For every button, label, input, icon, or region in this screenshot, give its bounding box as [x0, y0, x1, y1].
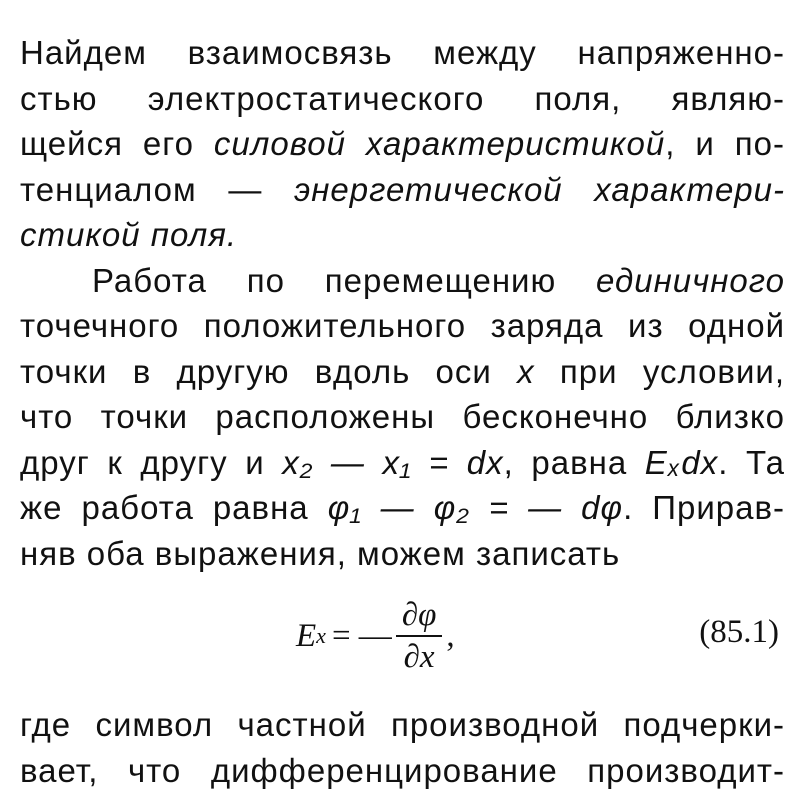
- equation-lhs: E: [296, 617, 317, 654]
- inline-equation: Eₓdx: [644, 443, 719, 481]
- text-line: что точки расположены бесконечно близко: [20, 398, 785, 435]
- equation-lhs-subscript: x: [316, 623, 326, 648]
- text-line: Работа по перемещению единичного: [92, 261, 785, 299]
- equation-body: [296, 590, 455, 682]
- text-line: друг к другу и x₂ — x₁ = dx, равна Eₓdx. Та: [20, 443, 785, 481]
- text-line: щейся его силовой характеристикой, и по-: [20, 125, 785, 162]
- paragraph-3: [20, 702, 785, 793]
- fraction-denominator: ∂x: [403, 639, 435, 675]
- equation-fraction: [396, 595, 443, 677]
- paragraph-2: [20, 258, 785, 577]
- equation-sign: = —: [331, 617, 392, 654]
- text-line: тенциалом — энергетической характери-: [20, 170, 785, 208]
- text-line: [20, 212, 785, 258]
- equation-number: (85.1): [699, 614, 779, 650]
- inline-equation: x₂ — x₁ = dx: [282, 443, 504, 481]
- text-line: точки в другую вдоль оси x при условии,: [20, 352, 785, 390]
- equation-comma: ,: [446, 617, 455, 654]
- emphasis: единичного: [596, 261, 785, 299]
- text-line: где символ частной производной подчерки-: [20, 706, 785, 743]
- inline-equation: φ₁ — φ₂ = — dφ: [327, 489, 624, 526]
- paragraph-1: [20, 30, 785, 258]
- emphasis: стикой поля.: [20, 216, 237, 253]
- text-line: стью электростатического поля, являю-: [20, 79, 785, 117]
- fraction-numerator: ∂φ: [396, 595, 443, 637]
- text-line: няв оба выражения, можем записать: [20, 534, 621, 572]
- emphasis: силовой характеристикой: [213, 125, 666, 162]
- text-line: вает, что дифференцирование производит-: [20, 751, 785, 789]
- document-page: [20, 30, 785, 793]
- math-variable: x: [517, 352, 535, 390]
- emphasis: энергетической характери-: [293, 170, 785, 208]
- text-line: же работа равна φ₁ — φ₂ = — dφ. Прирав-: [20, 489, 785, 526]
- display-equation: [20, 590, 785, 682]
- text-line: Найдем взаимосвязь между напряженно-: [20, 34, 785, 71]
- text-line: точечного положительного заряда из одной: [20, 307, 785, 344]
